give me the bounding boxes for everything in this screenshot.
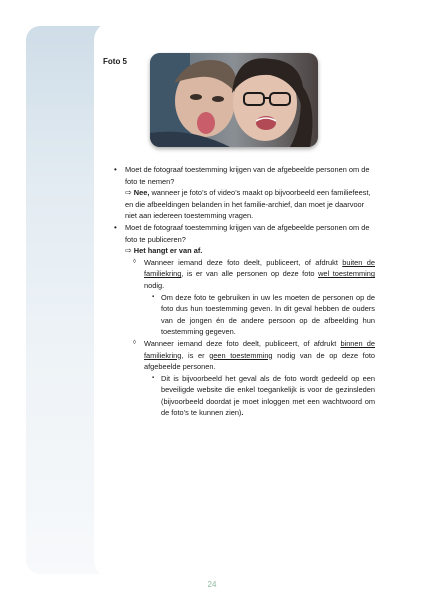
- text-content: [113, 164, 375, 419]
- answer-2: ⇨ Het hangt er van af.: [125, 246, 203, 256]
- arrow-icon: ⇨: [125, 246, 132, 256]
- case-outside-family-detail: ▪ Om deze foto te gebruiken in uw les moeten de personen op de foto dus hun toestemming geven. In dit geval hebben de ouders van de jongen én de andere persoon op de afbeelding hun toestemming gegeven.: [152, 292, 375, 337]
- page-number: 24: [207, 580, 217, 589]
- case-inside-family-detail: ▪ Dit is bijvoorbeeld het geval als de foto wordt gedeeld op een beveiligde website die enkel toegankelijk is voor de gezinsleden (bijvoorbeeld doordat je moet inloggen met een wachtwoord om de foto’s te kunnen zien).: [152, 373, 375, 418]
- case-inside-family: ◊ Wanneer iemand deze foto deelt, publiceert, of afdrukt binnen de familiekring, is er geen toestemming nodig van de op deze foto afgebeelde personen.: [133, 338, 376, 372]
- diamond-bullet-icon: ◊: [133, 258, 136, 265]
- arrow-icon: ⇨: [125, 188, 132, 198]
- photo: [150, 53, 318, 147]
- question-2: • Moet de fotograaf toestemming krijgen van de afgebeelde personen om de foto te publiceren?: [113, 222, 375, 245]
- photo-two-children-faces-icon: [150, 53, 318, 147]
- case-outside-family: ◊ Wanneer iemand deze foto deelt, publiceert, of afdrukt buiten de familiekring, is er van alle personen op deze foto wel toestemming nodig.: [133, 257, 376, 290]
- question-1: • Moet de fotograaf toestemming krijgen van de afgebeelde personen om de foto te nemen?: [113, 164, 375, 187]
- answer-1: ⇨ Nee, wanneer je foto’s of video’s maakt op bijvoorbeeld een familiefeest, en die afbeeldingen belanden in het familie-archief, dan moet je daarvoor niet aan iedereen toestemming vragen.: [125, 188, 371, 221]
- dot-bullet-icon: ▪: [152, 374, 155, 381]
- diamond-bullet-icon: ◊: [133, 339, 136, 346]
- photo-label: Foto 5: [103, 57, 127, 66]
- dot-bullet-icon: ▪: [152, 293, 155, 300]
